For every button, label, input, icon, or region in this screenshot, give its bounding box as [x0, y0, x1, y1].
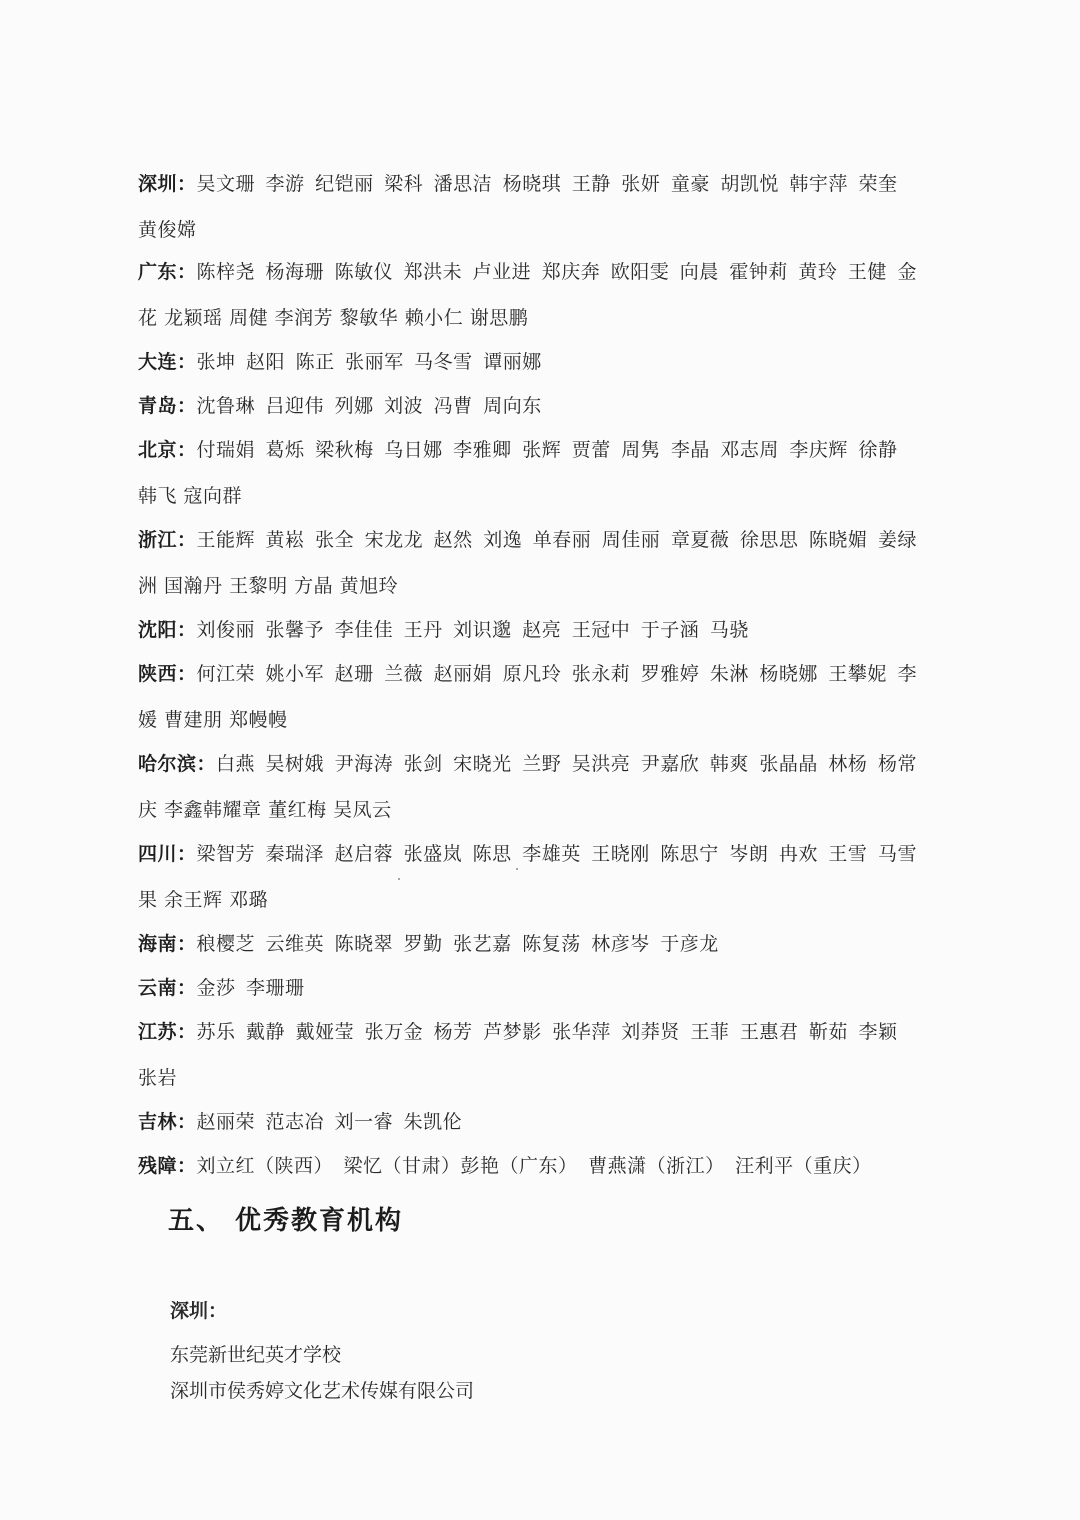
region-names: 苏乐 戴静 戴娅莹 张万金 杨芳 芦梦影 张华萍 刘莽贤 王菲 王惠君 靳茹 李颖: [196, 1021, 898, 1043]
region-label: 哈尔滨：: [138, 753, 217, 775]
region-names: 金莎 李珊珊: [196, 977, 305, 999]
region-names-continued: 庆 李鑫韩耀章 董红梅 吴凤云: [138, 799, 392, 821]
institution-name: 东莞新世纪英才学校: [170, 1344, 342, 1366]
region-names-continued: 媛 曹建朋 郑幔幔: [138, 709, 288, 731]
region-names: 稂樱芝 云维英 陈晓翠 罗勤 张艺嘉 陈复荡 林彦岑 于彦龙: [196, 933, 719, 955]
region-names: 沈鲁琳 吕迎伟 列娜 刘波 冯曹 周向东: [196, 395, 542, 417]
region-label: 浙江：: [138, 529, 197, 551]
region-names: 刘俊丽 张馨予 李佳佳 王丹 刘识邈 赵亮 王冠中 于子涵 马骁: [196, 619, 749, 641]
region-label: 沈阳：: [138, 619, 197, 641]
region-names: 白燕 吴树娥 尹海涛 张剑 宋晓光 兰野 吴洪亮 尹嘉欣 韩爽 张晶晶 林杨 杨常: [216, 753, 917, 775]
region-label: 江苏：: [138, 1021, 197, 1043]
region-line: [138, 1111, 938, 1133]
region-names: 吴文珊 李游 纪铠丽 梁科 潘思洁 杨晓琪 王静 张妍 童豪 胡凯悦 韩宇萍 荣奎: [196, 173, 898, 195]
region-line: [138, 173, 938, 195]
region-names: 王能辉 黄崧 张全 宋龙龙 赵然 刘逸 单春丽 周佳丽 章夏薇 徐思思 陈晓媚 姜绿: [196, 529, 917, 551]
region-line: [138, 261, 938, 283]
region-names-continued: 花 龙颖瑶 周健 李润芳 黎敏华 赖小仁 谢思鹏: [138, 307, 529, 329]
section-heading: 五、 优秀教育机构: [168, 1206, 404, 1236]
region-names-continued: 张岩: [138, 1067, 178, 1089]
region-label: 陕西：: [138, 663, 197, 685]
region-line: [138, 1155, 938, 1177]
region-line: [138, 753, 938, 775]
region-label: 残障：: [138, 1155, 197, 1177]
region-names-continued: 果 余王辉 邓璐: [138, 889, 269, 911]
region-names-continued: 韩飞 寇向群: [138, 485, 243, 507]
region-label: 青岛：: [138, 395, 197, 417]
region-line: [138, 395, 938, 417]
region-line: [138, 351, 938, 373]
region-label: 四川：: [138, 843, 197, 865]
region-label: 云南：: [138, 977, 197, 999]
region-names: 刘立红（陕西） 梁忆（甘肃）彭艳（广东） 曹燕潇（浙江） 汪利平（重庆）: [196, 1155, 872, 1177]
region-line: [138, 1021, 938, 1043]
region-line: [138, 843, 938, 865]
scan-speck: [516, 868, 518, 870]
region-label: 海南：: [138, 933, 197, 955]
institutions-region-label: 深圳：: [170, 1300, 228, 1322]
region-names: 赵丽荣 范志冶 刘一睿 朱凯伦: [196, 1111, 463, 1133]
region-names: 陈梓尧 杨海珊 陈敏仪 郑洪未 卢业进 郑庆奔 欧阳雯 向晨 霍钟莉 黄玲 王健 金: [196, 261, 917, 283]
region-label: 吉林：: [138, 1111, 197, 1133]
institutions-block: [170, 1300, 870, 1416]
region-line: [138, 619, 938, 641]
region-label: 大连：: [138, 351, 197, 373]
scan-speck: [398, 878, 400, 880]
region-names-continued: 洲 国瀚丹 王黎明 方晶 黄旭玲: [138, 575, 399, 597]
region-names: 付瑞娟 葛烁 梁秋梅 乌日娜 李雅卿 张辉 贾蕾 周隽 李晶 邓志周 李庆辉 徐静: [196, 439, 898, 461]
region-label: 深圳：: [138, 173, 197, 195]
region-names-continued: 黄俊嫦: [138, 219, 197, 241]
region-label: 北京：: [138, 439, 197, 461]
region-names: 张坤 赵阳 陈正 张丽军 马冬雪 谭丽娜: [196, 351, 542, 373]
region-line: [138, 529, 938, 551]
region-names: 梁智芳 秦瑞泽 赵启蓉 张盛岚 陈思 李雄英 王晓刚 陈思宁 岑朗 冉欢 王雪 马雪: [196, 843, 917, 865]
region-line: [138, 663, 938, 685]
region-line: [138, 977, 938, 999]
name-list: [138, 155, 938, 1177]
institution-name: 深圳市侯秀婷文化艺术传媒有限公司: [170, 1380, 475, 1402]
region-line: [138, 439, 938, 461]
region-line: [138, 933, 938, 955]
region-names: 何江荣 姚小军 赵珊 兰薇 赵丽娟 原凡玲 张永莉 罗雅婷 朱淋 杨晓娜 王攀妮 李: [196, 663, 917, 685]
region-label: 广东：: [138, 261, 197, 283]
